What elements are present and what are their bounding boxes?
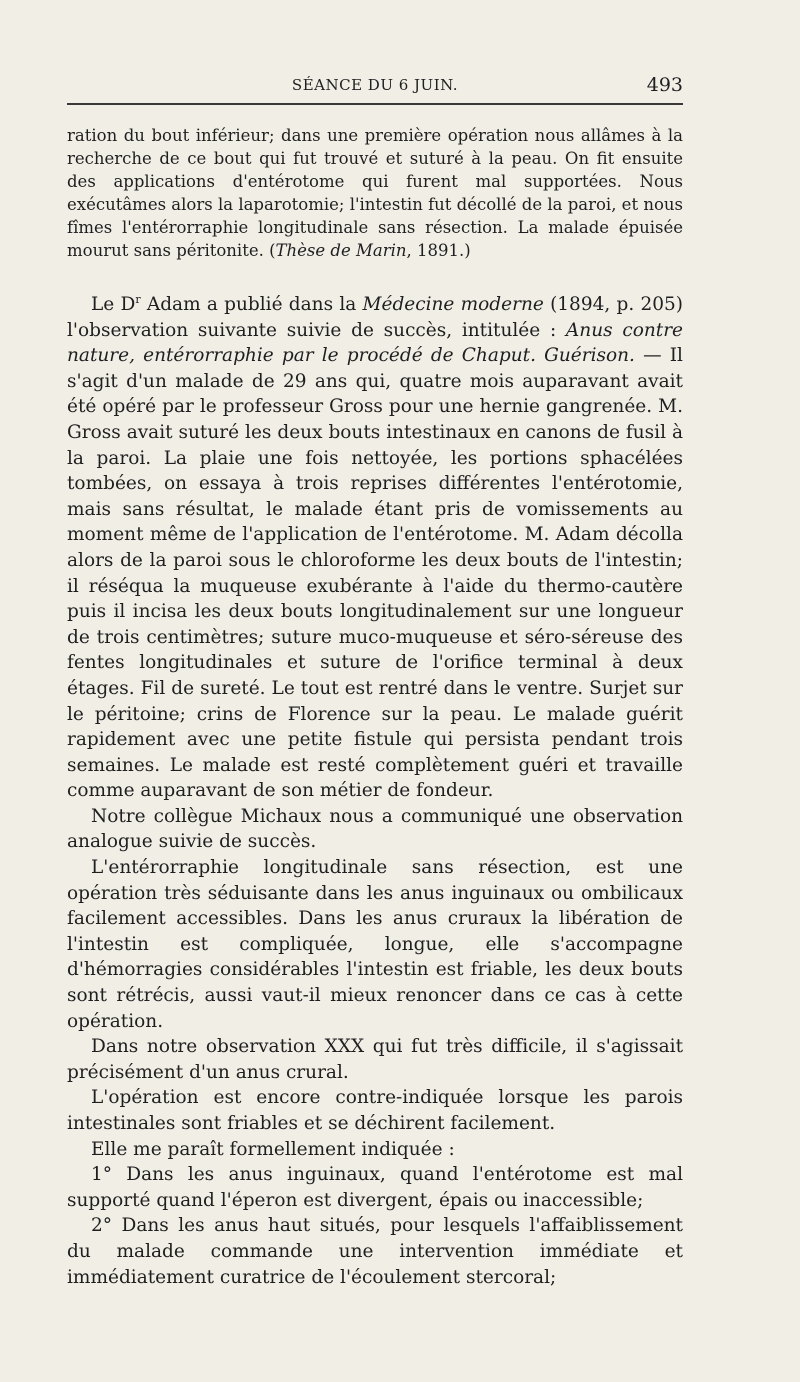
page-header	[67, 74, 683, 100]
paragraph-contraindication: L'opération est encore contre-indiquée lorsque les parois intestinales sont friables et se déchirent facilement.	[67, 1087, 683, 1134]
thesis-citation: Thèse de Marin	[275, 241, 407, 260]
paragraph-michaux: Notre collègue Michaux nous a communiqué une observation analogue suivie de succès.	[67, 805, 683, 853]
continuation-paragraph: ration du bout inférieur; dans une première opération nous allâmes à la recherche de ce bout qui fut trouvé et suturé à la peau. On fit ensuite des applications d'entérotome qui furent mal supportées. Nous exécutâmes alors la laparotomie; l'intestin fut décollé de la paroi, et nous fîmes l'entérorraphie longitudinale sans résection. La malade épuisée mourut sans péritonite. (Thèse de Marin, 1891.)	[67, 126, 683, 260]
running-title: SÉANCE DU 6 JUIN.	[291, 76, 459, 94]
paragraph-indication-2: 2° Dans les anus haut situés, pour lesquels l'affaiblissement du malade commande une intervention immédiate et immédiatement curatrice de l'écoulement stercoral;	[67, 1215, 683, 1288]
body-text	[67, 124, 683, 1290]
journal-title: Médecine moderne	[362, 294, 544, 315]
page-number: 493	[646, 74, 683, 96]
paragraph-indication-1: 1° Dans les anus inguinaux, quand l'entérotome est mal supporté quand l'éperon est divergent, épais ou inaccessible;	[67, 1164, 683, 1211]
paragraph-observation-xxx: Dans notre observation XXX qui fut très difficile, il s'agissait précisément d'un anus crural.	[67, 1036, 683, 1083]
paragraph-adam-observation: Le $D^r$ Adam a publié dans la Médecine moderne (1894, p. 205) l'observation suivante suivie de succès, intitulée : Anus contre nature, entérorraphie par le procédé de Chaput. Guérison. — Il s'agit d'un malade de 29 ans qui, quatre mois auparavant avait été opéré par le professeur Gross pour une hernie gangrenée. M. Gross avait suturé les deux bouts intestinaux en canons de fusil à la paroi. La plaie une fois nettoyée, les portions sphacélées tombées, on essaya à trois reprises différentes l'entérotomie, mais sans résultat, le malade étant pris de vomissements au moment même de l'application de l'entérotome. M. Adam décolla alors de la paroi sous le chloroforme les deux bouts de l'intestin; il réséqua la muqueuse exubérante à l'aide du thermo-cautère puis il incisa les deux bouts longitudinalement sur une longueur de trois centimètres; suture muco-muqueuse et séro-séreuse des fentes longitudinales et suture de l'orifice terminal à deux étages. Fil de sureté. Le tout est rentré dans le ventre. Surjet sur le péritoine; crins de Florence sur la peau. Le malade guérit rapidement avec une petite fistule qui persista pendant trois semaines. Le malade est resté complètement guéri et travaille comme auparavant de son métier de fondeur.	[67, 292, 684, 802]
observation-title: Anus contre nature, entérorraphie par le procédé de Chaput. Guérison.	[67, 319, 683, 367]
paragraph-enterorraphy: L'entérorraphie longitudinale sans résection, est une opération très séduisante dans les anus inguinaux ou ombilicaux facilement accessibles. Dans les anus cruraux la libération de l'intestin est compliquée, longue, elle s'accompagne d'hémorragies considérables l'intestin est friable, les deux bouts sont rétrécis, aussi vaut-il mieux renoncer dans ce cas à cette opération.	[67, 857, 683, 1032]
header-rule	[67, 103, 683, 105]
paragraph-indications-intro: Elle me paraît formellement indiquée :	[91, 1138, 455, 1160]
